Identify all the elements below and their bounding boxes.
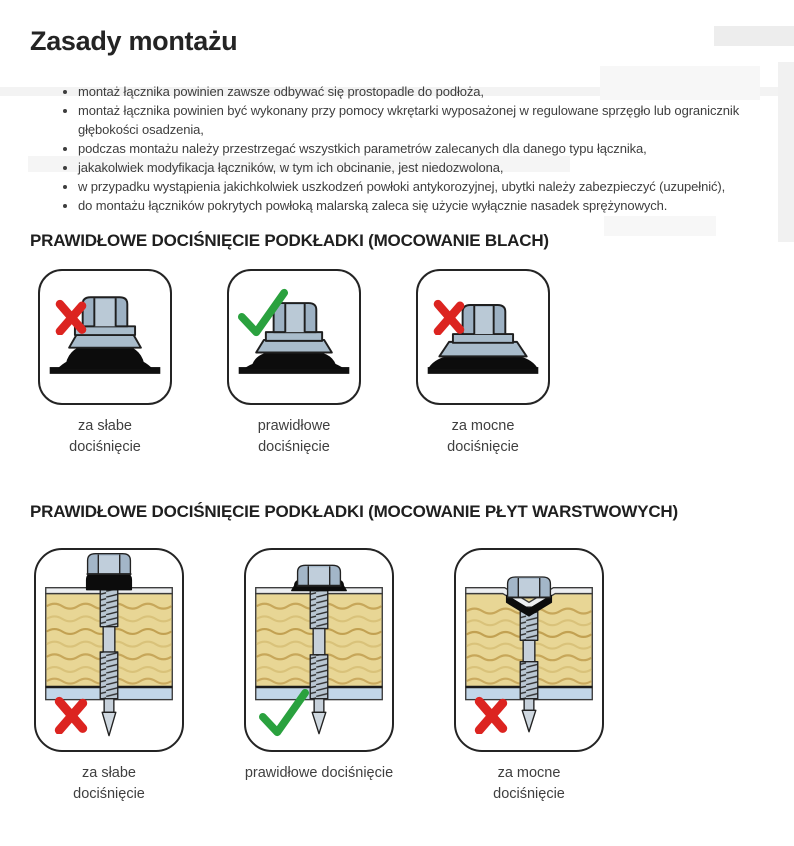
document-page bbox=[0, 26, 794, 805]
x-mark-icon bbox=[54, 297, 88, 335]
assembly-rules-list bbox=[30, 82, 778, 215]
section-title-sandwich-panel-fastening: PRAWIDŁOWE DOCIŚNIĘCIE PODKŁADKI (MOCOWANIE PŁYT WARSTWOWYCH) bbox=[30, 502, 678, 521]
figure-caption: za mocne dociśnięcie bbox=[447, 418, 519, 455]
bullet-item: • podczas montażu należy przestrzegać wszystkich parametrów zalecanych dla danego typu łącznika, bbox=[78, 139, 778, 158]
screw-weak-compression-drawing bbox=[40, 271, 170, 403]
figure-weak-compression-panel bbox=[34, 548, 184, 805]
figure-caption: prawidłowe dociśnięcie bbox=[257, 418, 331, 455]
figure-strong-compression bbox=[416, 269, 550, 458]
bullet-item: • montaż łącznika powinien być wykonany przy pomocy wkrętarki wyposażonej w regulowane sprzęgło lub ogranicznik głębokości osadzenia, bbox=[78, 101, 778, 139]
page-title: Zasady montażu bbox=[30, 26, 238, 56]
x-mark-icon bbox=[473, 694, 509, 734]
figure-correct-compression-panel bbox=[244, 548, 394, 784]
bullet-item: • do montażu łączników pokrytych powłoką malarską zaleca się użycie wyłącznie nasadek sprężynowych. bbox=[78, 196, 778, 215]
illustration-tile bbox=[38, 269, 172, 405]
figure-correct-compression bbox=[227, 269, 361, 458]
bullet-item: • montaż łącznika powinien zawsze odbywać się prostopadle do podłoża, bbox=[78, 82, 778, 101]
illustration-tile bbox=[34, 548, 184, 752]
x-mark-icon bbox=[432, 297, 466, 335]
illustration-tile bbox=[227, 269, 361, 405]
illustration-tile bbox=[416, 269, 550, 405]
x-mark-icon bbox=[53, 694, 89, 734]
screw-strong-compression-drawing bbox=[418, 271, 548, 403]
section-title-sheet-fastening: PRAWIDŁOWE DOCIŚNIĘCIE PODKŁADKI (MOCOWANIE BLACH) bbox=[30, 231, 549, 250]
check-mark-icon bbox=[258, 688, 310, 738]
figure-strong-compression-panel bbox=[454, 548, 604, 805]
bullet-item: • jakakolwiek modyfikacja łączników, w tym ich obcinanie, jest niedozwolona, bbox=[78, 158, 778, 177]
figure-weak-compression bbox=[38, 269, 172, 458]
check-mark-icon bbox=[237, 287, 289, 339]
figure-row-sheet-fastening bbox=[30, 269, 778, 458]
bullet-item: • w przypadku wystąpienia jakichkolwiek uszkodzeń powłoki antykorozyjnej, ubytki należy zabezpieczyć (uzupełnić), bbox=[78, 177, 778, 196]
figure-caption: prawidłowe dociśnięcie bbox=[244, 765, 394, 781]
figure-caption: za słabe dociśnięcie bbox=[73, 765, 145, 802]
figure-row-sandwich-panel bbox=[30, 548, 778, 805]
figure-caption: za mocne dociśnięcie bbox=[493, 765, 565, 802]
illustration-tile bbox=[244, 548, 394, 752]
illustration-tile bbox=[454, 548, 604, 752]
figure-caption: za słabe dociśnięcie bbox=[69, 418, 141, 455]
